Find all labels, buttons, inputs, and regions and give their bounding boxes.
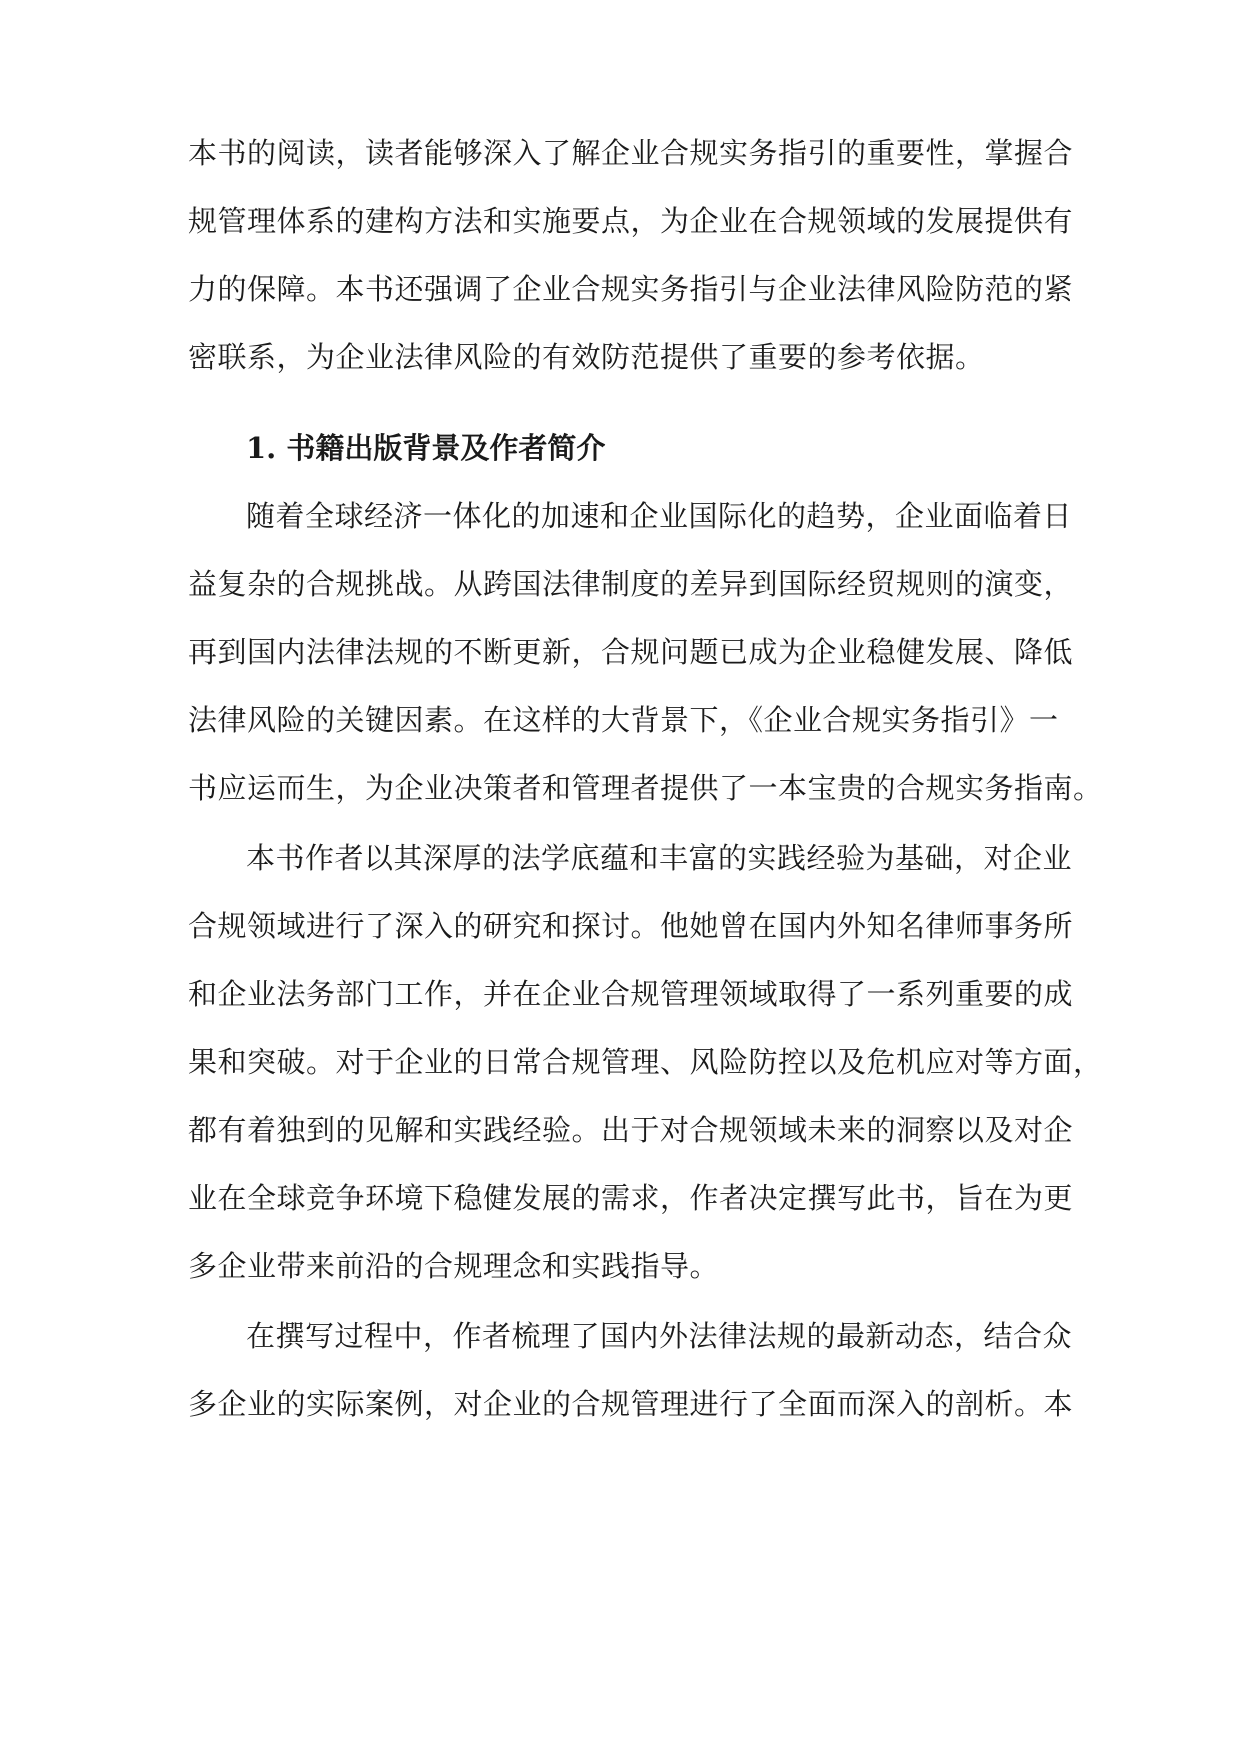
- paragraph-line: 规管理体系的建构方法和实施要点，为企业在合规领域的发展提供有: [188, 204, 1074, 238]
- section-heading: 1. 书籍出版背景及作者简介: [246, 431, 606, 465]
- paragraph-line: 都有着独到的见解和实践经验。出于对合规领域未来的洞察以及对企: [188, 1113, 1074, 1147]
- paragraph-line: 合规领域进行了深入的研究和探讨。他她曾在国内外知名律师事务所: [188, 909, 1074, 943]
- paragraph-line: 多企业带来前沿的合规理念和实践指导。: [188, 1249, 720, 1283]
- paragraph-line: 随着全球经济一体化的加速和企业国际化的趋势，企业面临着日: [246, 499, 1073, 533]
- paragraph-line: 和企业法务部门工作，并在企业合规管理领域取得了一系列重要的成: [188, 977, 1074, 1011]
- paragraph-line: 力的保障。本书还强调了企业合规实务指引与企业法律风险防范的紧: [188, 272, 1074, 306]
- paragraph-line: 本书的阅读，读者能够深入了解企业合规实务指引的重要性，掌握合: [188, 136, 1074, 170]
- paragraph-line: 在撰写过程中，作者梳理了国内外法律法规的最新动态，结合众: [246, 1319, 1073, 1353]
- paragraph-line: 本书作者以其深厚的法学底蕴和丰富的实践经验为基础，对企业: [246, 841, 1073, 875]
- paragraph-line: 再到国内法律法规的不断更新，合规问题已成为企业稳健发展、降低: [188, 635, 1074, 669]
- paragraph-line: 多企业的实际案例，对企业的合规管理进行了全面而深入的剖析。本: [188, 1387, 1074, 1421]
- paragraph-line: 业在全球竞争环境下稳健发展的需求，作者决定撰写此书，旨在为更: [188, 1181, 1074, 1215]
- paragraph-line: 果和突破。对于企业的日常合规管理、风险防控以及危机应对等方面，: [188, 1045, 1103, 1079]
- paragraph-line: 益复杂的合规挑战。从跨国法律制度的差异到国际经贸规则的演变，: [188, 567, 1074, 601]
- paragraph-line: 密联系，为企业法律风险的有效防范提供了重要的参考依据。: [188, 340, 985, 374]
- paragraph-line: 法律风险的关键因素。在这样的大背景下，《企业合规实务指引》一: [188, 703, 1059, 737]
- paragraph-line: 书应运而生，为企业决策者和管理者提供了一本宝贵的合规实务指南。: [188, 771, 1103, 805]
